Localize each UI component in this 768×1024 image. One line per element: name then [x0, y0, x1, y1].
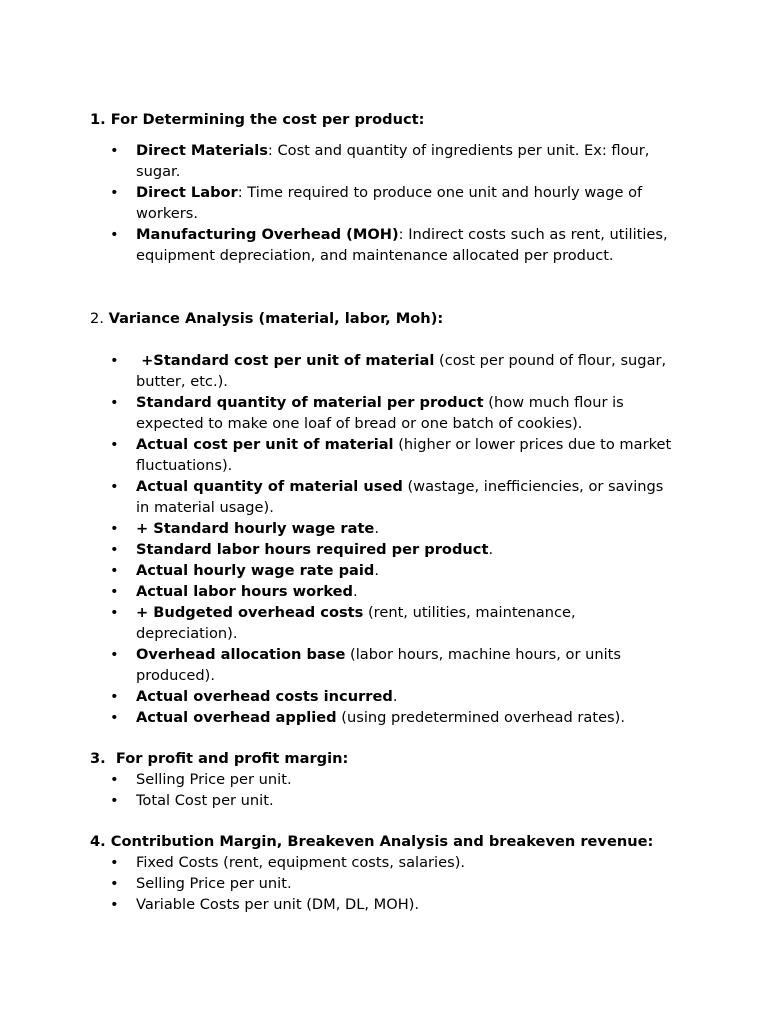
list-item: • Manufacturing Overhead (MOH): Indirect costs such as rent, utilities, equipment depreciation, and maintenance allocated per product. [110, 226, 668, 264]
list-item: • Direct Materials: Cost and quantity of ingredients per unit. Ex: flour, sugar. [110, 142, 650, 180]
list-item: • Actual hourly wage rate paid. [110, 562, 379, 579]
list-item: • Variable Costs per unit (DM, DL, MOH). [110, 896, 420, 913]
list-item: • + Budgeted overhead costs (rent, utilities, maintenance, depreciation). [110, 604, 576, 642]
list-item: • Actual overhead costs incurred. [110, 688, 398, 705]
list-item: • Total Cost per unit. [110, 792, 274, 809]
list-item: • Fixed Costs (rent, equipment costs, salaries). [110, 854, 466, 871]
section-1-list [0, 140, 768, 266]
list-item: • Selling Price per unit. [110, 875, 292, 892]
section-4-heading: 4. Contribution Margin, Breakeven Analysis and breakeven revenue: [90, 833, 654, 850]
section-2-heading: 2. Variance Analysis (material, labor, Moh): [90, 310, 444, 327]
list-item: • Actual overhead applied (using predetermined overhead rates). [110, 709, 625, 726]
list-item: • Selling Price per unit. [110, 771, 292, 788]
list-item: • +Standard cost per unit of material (cost per pound of flour, sugar, butter, etc.). [110, 352, 667, 390]
section-4-list [0, 852, 768, 915]
list-item: • Actual cost per unit of material (higher or lower prices due to market fluctuations). [110, 436, 672, 474]
section-1-heading: 1. For Determining the cost per product: [90, 111, 425, 128]
list-item: • + Standard hourly wage rate. [110, 520, 379, 537]
list-item: • Overhead allocation base (labor hours, machine hours, or units produced). [110, 646, 622, 684]
section-3-list [0, 769, 768, 811]
list-item: • Standard quantity of material per product (how much flour is expected to make one loaf of bread or one batch of cookies). [110, 394, 624, 432]
section-2-list [0, 350, 768, 728]
list-item: • Standard labor hours required per product. [110, 541, 494, 558]
list-item: • Actual quantity of material used (wastage, inefficiencies, or savings in material usage). [110, 478, 664, 516]
list-item: • Direct Labor: Time required to produce one unit and hourly wage of workers. [110, 184, 643, 222]
list-item: • Actual labor hours worked. [110, 583, 358, 600]
section-3-heading: 3. For profit and profit margin: [90, 750, 349, 767]
